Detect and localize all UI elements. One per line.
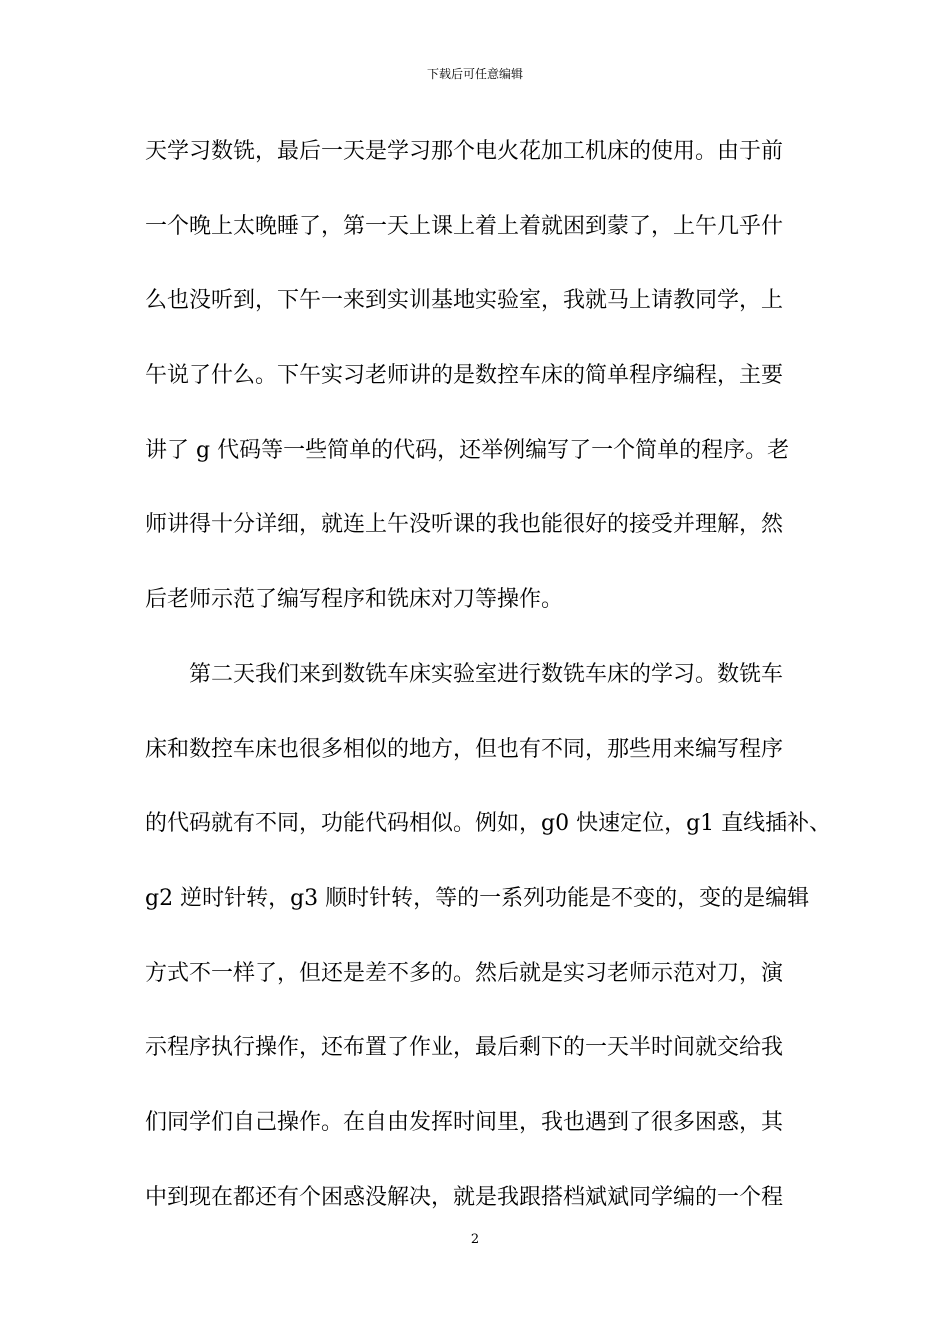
text-line: 师讲得十分详细，就连上午没听课的我也能很好的接受并理解，然 [145,512,784,538]
text-line: 示程序执行操作，还布置了作业，最后剩下的一天半时间就交给我 [145,1035,784,1061]
document-body [145,130,832,1250]
text-line: 们同学们自己操作。在自由发挥时间里，我也遇到了很多困惑，其 [145,1109,784,1135]
text-line: 么也没听到，下午一来到实训基地实验室，我就马上请教同学，上 [145,288,784,314]
text-line: 后老师示范了编写程序和铣床对刀等操作。 [145,587,564,613]
text-line: 中到现在都还有个困惑没解决，就是我跟搭档斌斌同学编的一个程 [145,1184,784,1210]
text-line: 第二天我们来到数铣车床实验室进行数铣车床的学习。数铣车 [145,661,784,687]
text-line: 一个晚上太晚睡了，第一天上课上着上着就困到蒙了，上午几乎什 [145,213,784,239]
text-line: 床和数控车床也很多相似的地方，但也有不同，那些用来编写程序 [145,736,784,762]
text-line: 午说了什么。下午实习老师讲的是数控车床的简单程序编程，主要 [145,363,784,389]
text-line: 天学习数铣，最后一天是学习那个电火花加工机床的使用。由于前 [145,139,784,164]
text-line: 方式不一样了，但还是差不多的。然后就是实习老师示范对刀，演 [145,960,784,986]
page-number: 2 [470,1232,480,1247]
text-line: g2 逆时针转，g3 顺时针转，等的一系列功能是不变的，变的是编辑 [145,885,810,911]
page-header: 下载后可任意编辑 [426,67,523,81]
text-line: 讲了 g 代码等一些简单的代码，还举例编写了一个简单的程序。老 [145,437,790,463]
text-line: 的代码就有不同，功能代码相似。例如，g0 快速定位，g1 直线插补、 [145,811,832,837]
